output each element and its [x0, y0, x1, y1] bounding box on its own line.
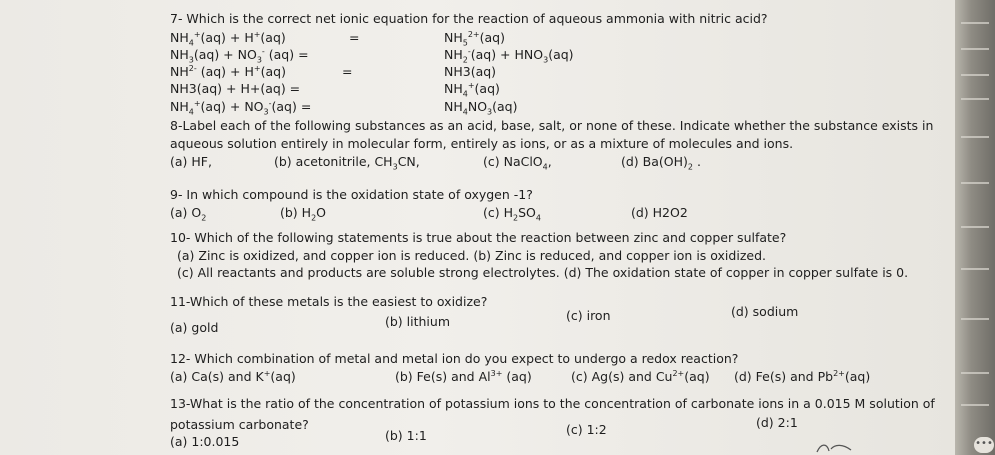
q7-option-d-right: $NH_4^+(aq)$	[444, 80, 500, 99]
q7-option-e-right: $NH_4NO_3(aq)$	[444, 99, 518, 117]
q11-option-b: (b) lithium	[385, 314, 451, 329]
question-12-text: 12- Which combination of metal and metal ion do you expect to undergo a redox reaction?	[170, 351, 739, 366]
q7-option-b-right: $NH_2^-(aq) + HNO_3(aq)$	[444, 46, 574, 65]
q7-option-b-left: $NH_3(aq) + NO_3^-$ (aq) =	[170, 46, 309, 65]
q7-option-a-left: $NH_4^+(aq) + H^+(aq)$	[170, 29, 286, 48]
q8-option-c: (c) NaClO$_4$,	[483, 154, 552, 172]
q9-option-c: (c) $H_2SO_4$	[483, 205, 541, 223]
question-10-line-2: (a) Zinc is oxidized, and copper ion is reduced. (b) Zinc is reduced, and copper ion is oxidized.	[177, 248, 766, 263]
question-8-line-2: aqueous solution entirely in molecular form, entirely as ions, or as a mixture of molecules and ions.	[170, 136, 794, 151]
q9-option-a: (a) $O_2$	[170, 205, 207, 223]
q8-option-a: (a) HF,	[170, 154, 212, 169]
q7-option-e-left: $NH_4^+(aq) + NO_3^-(aq)$ =	[170, 98, 312, 117]
question-7-text: 7- Which is the correct net ionic equation for the reaction of aqueous ammonia with nitric acid?	[170, 11, 768, 26]
q9-option-b: (b) $H_2O$	[280, 205, 326, 223]
q7-option-d-left: NH3(aq) + H+(aq) =	[170, 81, 301, 96]
q13-option-d: (d) 2:1	[756, 415, 798, 430]
q12-option-d: (d) Fe(s) and $Pb^{2+}(aq)$	[734, 368, 871, 384]
q7-option-a-right: $NH_5^{2+}(aq)$	[444, 29, 505, 48]
q8-option-d: (d) $Ba(OH)_2$ .	[621, 154, 701, 172]
background-window-edge	[955, 0, 995, 455]
question-11-text: 11-Which of these metals is the easiest to oxidize?	[170, 294, 488, 309]
q12-option-a: (a) Ca(s) and K+(aq)	[170, 368, 296, 384]
question-13-line-1: 13-What is the ratio of the concentration of potassium ions to the concentration of carbonate ions in a 0.015 M solution of	[170, 396, 935, 411]
pen-mark	[815, 441, 855, 455]
question-9-text: 9- In which compound is the oxidation state of oxygen -1?	[170, 187, 533, 202]
more-options-icon[interactable]: •••	[974, 437, 994, 453]
question-10-line-3: (c) All reactants and products are soluble strong electrolytes. (d) The oxidation state of copper in copper sulfate is 0.	[177, 265, 909, 280]
q12-option-b: (b) Fe(s) and $Al^{3+}$ (aq)	[395, 368, 532, 384]
q13-option-a: (a) 1:0.015	[170, 434, 240, 449]
q13-option-b: (b) 1:1	[385, 428, 427, 443]
q9-option-d: (d) H2O2	[631, 205, 688, 220]
q7-option-a-equals: =	[349, 30, 360, 45]
question-13-line-2: potassium carbonate?	[170, 417, 309, 432]
q7-option-c-left: $NH^{2-}$ (aq) + H+(aq)	[170, 63, 286, 79]
question-10-text: 10- Which of the following statements is true about the reaction between zinc and copper sulfate?	[170, 230, 787, 245]
q13-option-c: (c) 1:2	[566, 422, 607, 437]
q7-option-c-equals: =	[342, 64, 353, 79]
q11-option-c: (c) iron	[566, 308, 611, 323]
q12-option-c: (c) Ag(s) and $Cu^{2+}(aq)$	[571, 368, 710, 384]
q7-option-c-right: NH3(aq)	[444, 64, 497, 79]
q8-option-b: (b) acetonitrile, $CH_3CN$,	[274, 154, 420, 172]
q11-option-a: (a) gold	[170, 320, 219, 335]
q11-option-d: (d) sodium	[731, 304, 799, 319]
question-8-line-1: 8-Label each of the following substances as an acid, base, salt, or none of these. Indicate whether the substance exists in	[170, 118, 934, 133]
